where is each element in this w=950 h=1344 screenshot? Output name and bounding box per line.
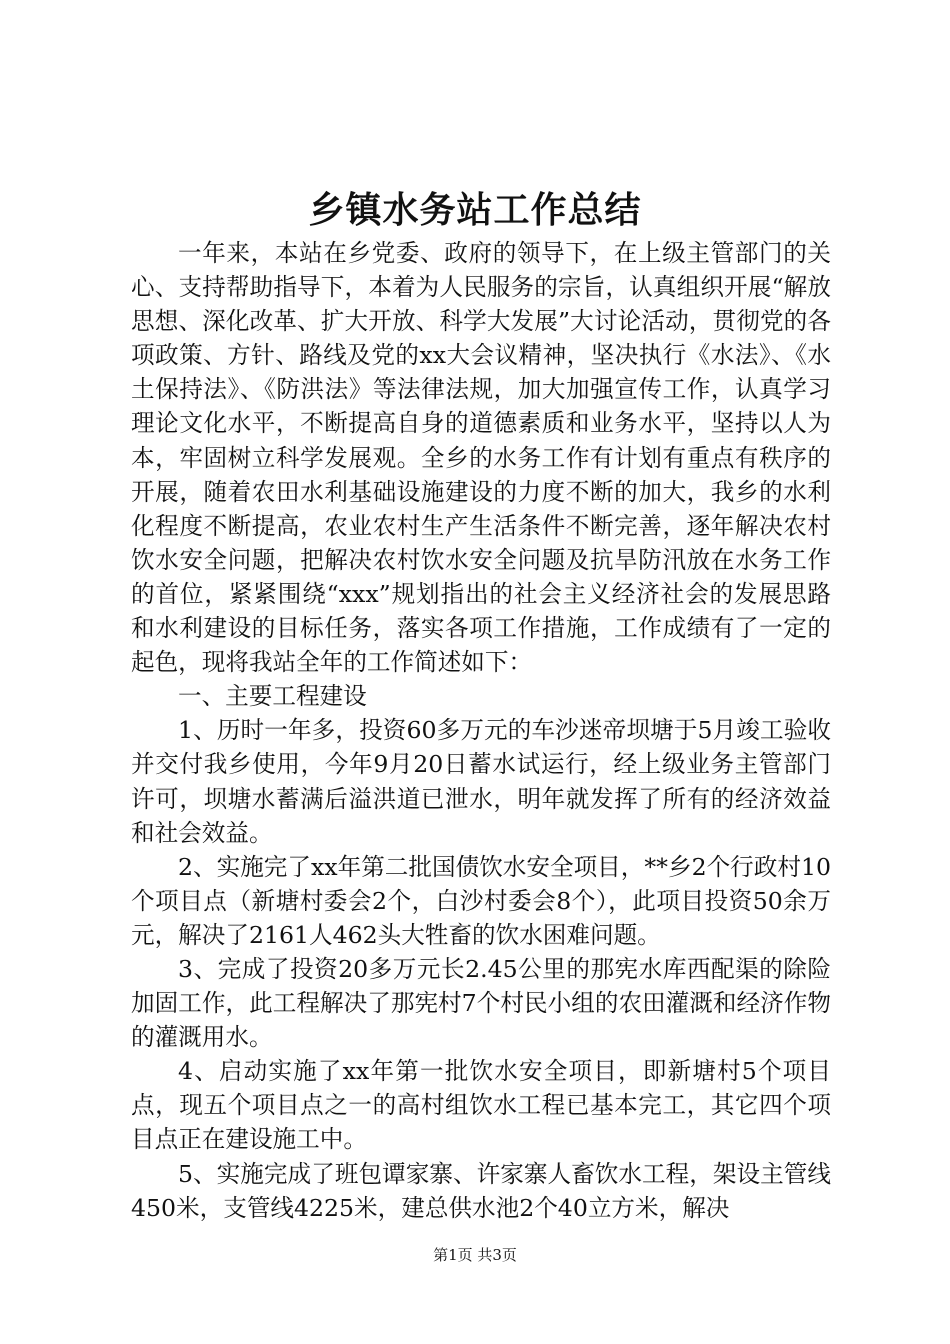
paragraph-item-1: 1、历时一年多，投资60多万元的车沙迷帝坝塘于5月竣工验收并交付我乡使用，今年9月20日蓄水试运行，经上级业务主管部门许可，坝塘水蓄满后溢洪道已泄水，明年就发挥了所有的经济效益和社会效益。 [131,716,831,847]
page-footer: 第1页 共3页 [433,1246,517,1264]
document-title: 乡镇水务站工作总结 [308,190,642,231]
paragraph-item-3: 3、完成了投资20多万元长2.45公里的那宪水库西配渠的除险加固工作，此工程解决了那宪村7个村民小组的农田灌溉和经济作物的灌溉用水。 [131,954,831,1052]
paragraph-item-4: 4、启动实施了xx年第一批饮水安全项目，即新塘村5个项目点，现五个项目点之一的高村组饮水工程已基本完工，其它四个项目点正在建设施工中。 [131,1057,831,1154]
paragraph-item-2: 2、实施完了xx年第二批国债饮水安全项目，**乡2个行政村10个项目点（新塘村委会2个，白沙村委会8个），此项目投资50余万元，解决了2161人462头大牲畜的饮水困难问题。 [131,852,831,949]
document-body [131,236,831,1225]
section-heading: 一、主要工程建设 [178,682,367,711]
paragraph-intro: 一年来，本站在乡党委、政府的领导下，在上级主管部门的关心、支持帮助指导下，本着为人民服务的宗旨，认真组织开展“解放思想、深化改革、扩大开放、科学大发展”大讨论活动，贯彻党的各项政策、方针、路线及党的xx大会议精神，坚决执行《水法》、《水土保持法》、《防洪法》等法律法规，加大加强宣传工作，认真学习理论文化水平，不断提高自身的道德素质和业务水平，坚持以人为本，牢固树立科学发展观。全乡的水务工作有计划有重点有秩序的开展，随着农田水利基础设施建设的力度不断的加大，我乡的水利化程度不断提高，农业农村生产生活条件不断完善，逐年解决农村饮水安全问题，把解决农村饮水安全问题及抗旱防汛放在水务工作的首位，紧紧围绕“xxx”规划指出的社会主义经济社会的发展思路和水利建设的目标任务，落实各项工作措施，工作成绩有了一定的起色，现将我站全年的工作简述如下： [131,239,831,677]
paragraph-item-5: 5、实施完成了班包谭家寨、许家寨人畜饮水工程，架设主管线450米，支管线4225米，建总供水池2个40立方米，解决 [131,1159,831,1222]
